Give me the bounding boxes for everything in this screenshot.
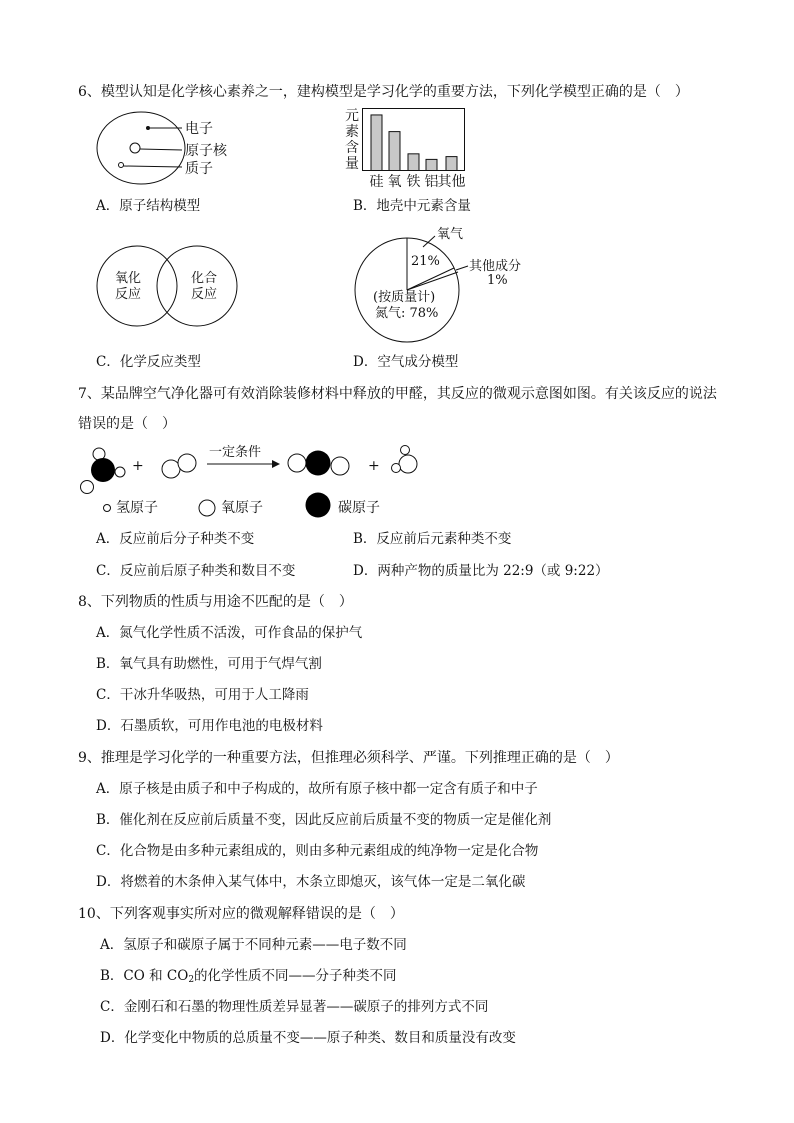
legend-hydrogen-symbol <box>104 505 111 512</box>
plus-sign-2: + <box>368 458 380 474</box>
q7-stem-line2: 错误的是（ ） <box>78 416 176 432</box>
q6-option-a[interactable]: A．原子结构模型 <box>96 198 201 214</box>
ylabel-char: 素 <box>345 124 359 140</box>
q6-stem: 6、模型认知是化学核心素养之一，建构模型是学习化学的重要方法，下列化学模型正确的是（ ） <box>78 84 689 100</box>
bar-category-label: 其他 <box>437 174 466 190</box>
oxygen-molecule <box>162 454 196 478</box>
q8-option-a[interactable]: A．氮气化学性质不活泼，可作食品的保护气 <box>96 625 363 641</box>
atom-label-proton: 质子 <box>185 161 213 177</box>
q7-option-a[interactable]: A．反应前后分子种类不变 <box>96 531 255 547</box>
reaction-condition: 一定条件 <box>209 445 262 460</box>
plus-sign-1: + <box>132 458 144 474</box>
legend-carbon-label: 碳原子 <box>338 500 380 516</box>
q6-option-d[interactable]: D．空气成分模型 <box>353 354 459 370</box>
q7-stem-line1: 7、某品牌空气净化器可有效消除装修材料中释放的甲醛，其反应的微观示意图如图。有关该反应的说法 <box>78 386 717 402</box>
pie-label-other: 其他成分 <box>469 259 522 274</box>
q9-option-c[interactable]: C．化合物是由多种元素组成的，则由多种元素组成的纯净物一定是化合物 <box>96 843 539 859</box>
q8-option-c[interactable]: C．干冰升华吸热，可用于人工降雨 <box>96 687 309 703</box>
venn-left-line2: 反应 <box>115 287 142 302</box>
q9-option-a[interactable]: A．原子核是由质子和中子构成的，故所有原子核中都一定含有质子和中子 <box>96 781 538 797</box>
co2-molecule <box>288 451 349 476</box>
q7-option-d[interactable]: D．两种产物的质量比为 22:9（或 9:22） <box>353 563 609 579</box>
q10-b-subscript: 2 <box>188 975 195 985</box>
ylabel-char: 量 <box>345 156 359 172</box>
q8-option-b[interactable]: B．氧气具有助燃性，可用于气焊气割 <box>96 656 322 672</box>
atom-label-electron: 电子 <box>185 121 213 137</box>
venn-left-line1: 氧化 <box>115 271 142 286</box>
formaldehyde-molecule <box>81 448 126 494</box>
bar-category-label: 铝 <box>424 174 439 190</box>
q10-b-post: 的化学性质不同——分子种类不同 <box>194 968 397 984</box>
pie-label-note: (按质量计) <box>373 290 436 305</box>
q8-option-d[interactable]: D．石墨质软，可用作电池的电极材料 <box>96 718 323 734</box>
venn-right-line1: 化合 <box>191 271 218 286</box>
q10-b-pre: B．CO 和 CO <box>100 968 189 984</box>
q9-stem: 9、推理是学习化学的一种重要方法，但推理必须科学、严谨。下列推理正确的是（ ） <box>78 750 619 766</box>
q10-option-a[interactable]: A．氢原子和碳原子属于不同种元素——电子数不同 <box>100 937 407 953</box>
ylabel-char: 元 <box>345 108 359 124</box>
q6-option-c[interactable]: C．化学反应类型 <box>96 354 201 370</box>
pie-label-oxygen-pct: 21% <box>411 254 440 269</box>
legend-oxygen-label: 氧原子 <box>221 500 263 516</box>
q7-option-b[interactable]: B．反应前后元素种类不变 <box>353 531 512 547</box>
pie-label-nitrogen: 氮气: 78% <box>375 306 439 321</box>
legend-oxygen-symbol <box>199 500 215 516</box>
pie-label-oxygen: 氧气 <box>437 227 464 242</box>
q9-option-b[interactable]: B．催化剂在反应前后质量不变，因此反应前后质量不变的物质一定是催化剂 <box>96 812 552 828</box>
q10-option-b[interactable] <box>100 968 397 984</box>
q7-option-c[interactable]: C．反应前后原子种类和数目不变 <box>96 563 296 579</box>
legend-carbon-symbol <box>306 493 331 518</box>
q10-option-c[interactable]: C．金刚石和石墨的物理性质差异显著——碳原子的排列方式不同 <box>100 999 489 1015</box>
reaction-arrow <box>207 460 280 468</box>
atom-label-nucleus: 原子核 <box>185 143 227 159</box>
bar-category-label: 氧 <box>387 174 402 190</box>
q6-option-b[interactable]: B．地壳中元素含量 <box>353 198 471 214</box>
q8-stem: 8、下列物质的性质与用途不匹配的是（ ） <box>78 594 353 610</box>
water-molecule <box>392 446 418 474</box>
ylabel-char: 含 <box>345 140 359 156</box>
venn-right-line2: 反应 <box>191 287 218 302</box>
legend-hydrogen-label: 氢原子 <box>116 500 158 516</box>
q10-option-d[interactable]: D．化学变化中物质的总质量不变——原子种类、数目和质量没有改变 <box>100 1030 516 1046</box>
bar-category-label: 硅 <box>369 174 384 190</box>
q10-stem: 10、下列客观事实所对应的微观解释错误的是（ ） <box>78 906 404 922</box>
pie-label-other-pct: 1% <box>487 273 508 288</box>
bar-category-label: 铁 <box>406 174 421 190</box>
q9-option-d[interactable]: D．将燃着的木条伸入某气体中，木条立即熄灭，该气体一定是二氧化碳 <box>96 874 526 890</box>
